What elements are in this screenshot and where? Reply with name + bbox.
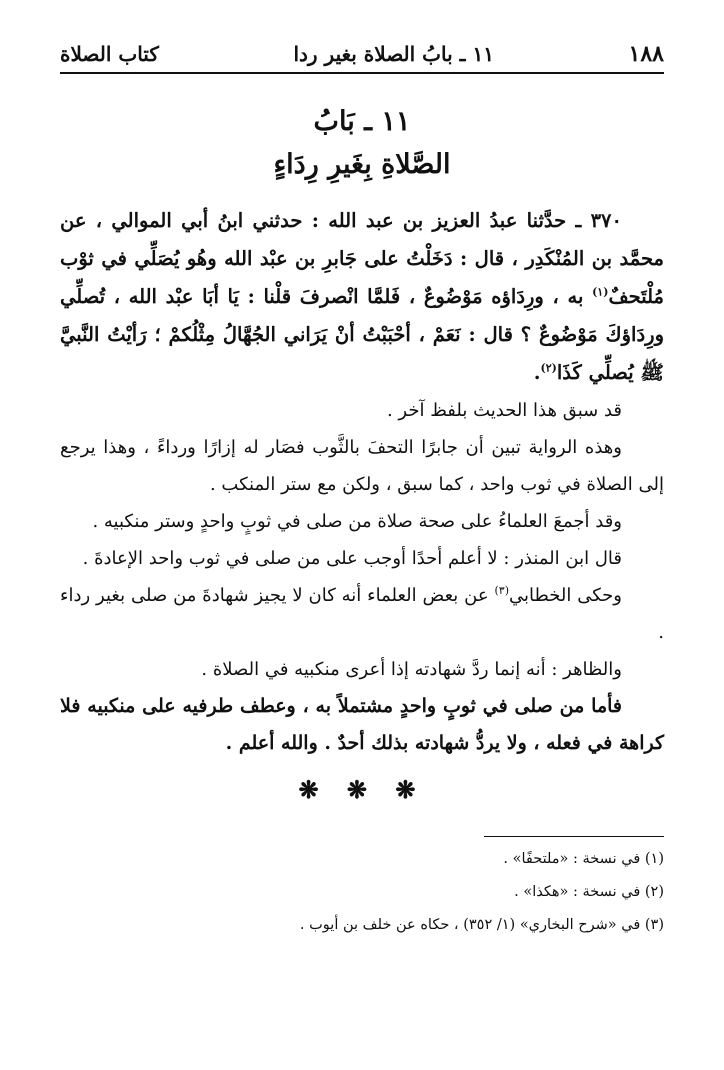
footnote-ref-1: (١) [592,285,609,299]
chapter-running-title: ١١ ـ بابُ الصلاة بغير ردا [293,42,494,66]
footnotes [60,843,664,942]
book-page [60,38,664,942]
footnote-2: (٢) في نسخة : «هكذا» . [514,884,664,900]
footnote-1: (١) في نسخة : «ملتحفًا» . [503,851,664,867]
page-number: ١٨٨ [628,41,664,67]
hadith-text-end: . [533,361,541,384]
footnote-divider [484,836,664,837]
commentary-paragraph-4: قال ابن المنذر : لا أعلم أحدًا أوجب على من صلى في ثوب واحد الإعادةَ . [82,548,622,569]
hadith-text [60,202,664,392]
footnote-3: (٣) في «شرح البخاري» (١/ ٣٥٢) ، حكاه عن خلف بن أيوب . [299,917,664,933]
book-running-title: كتاب الصلاة [60,42,159,66]
running-header [60,38,664,70]
commentary-paragraph-5 [60,577,664,651]
paragraph-5-start: وحكى الخطابي [508,585,622,606]
hadith-text-part2: به ، ورِدَاؤه مَوْضُوعٌ ، فَلمَّا انْصرفَ قلْنا : يَا أبَا عبْد الله ، تُصلِّي ورِدَاؤكَ مَوْضُوعٌ ؟ قال : نَعَمْ ، أحْبَبْتُ أنْ يَرَاني الجُهَّالُ مِثْلُكمْ ؛ رَأيْتُ النَّبيَّ ﷺ يُصلِّي كَذَا [60,285,664,384]
section-separator: ❋ ❋ ❋ [298,775,426,804]
chapter-heading: ١١ ـ بَابُ [313,106,411,137]
commentary-paragraph-6: والظاهر : أنه إنما ردَّ شهادته إذا أعرى منكبيه في الصلاة . [201,659,622,680]
commentary-paragraph-3: وقد أجمعَ العلماءُ على صحة صلاة من صلى في ثوبٍ واحدٍ وستر منكبيه . [92,511,622,532]
chapter-subtitle: الصَّلاةِ بِغَيرِ رِدَاءٍ [273,149,451,180]
commentary-paragraph-2: وهذه الرواية تبين أن جابرًا التحفَ بالثَّوب فصَار له إزارًا ورداءً ، وهذا يرجع إلى الصلاة في ثوب واحد ، كما سبق ، ولكن مع ستر المنكب . [60,437,664,495]
commentary-paragraph-1: قد سبق هذا الحديث بلفظ آخر . [386,400,622,421]
header-divider [60,72,664,74]
paragraph-5-end: عن بعض العلماء أنه كان لا يجيز شهادةَ من صلى بغير رداء . [60,585,664,643]
footnote-ref-2: (٢) [540,361,557,375]
commentary-paragraph-7: فأما من صلى في ثوبٍ واحدٍ مشتملاً به ، وعطف طرفيه على منكبيه فلا كراهة في فعله ، ولا يردُّ شهادته بذلك أحدٌ . والله أعلم . [60,695,664,754]
hadith-text-part1: ٣٧٠ ـ حدَّثنا عبدُ العزيز بن عبد الله : حدثني ابنُ أبي الموالي ، عن محمَّد بن المُنْكَدِر ، قال : دَخَلْتُ على جَابرِ بن عبْد الله وهُو يُصَلِّي في ثوْب مُلْتَحفٌ [60,209,664,308]
footnote-ref-3: (٣) [494,584,509,597]
